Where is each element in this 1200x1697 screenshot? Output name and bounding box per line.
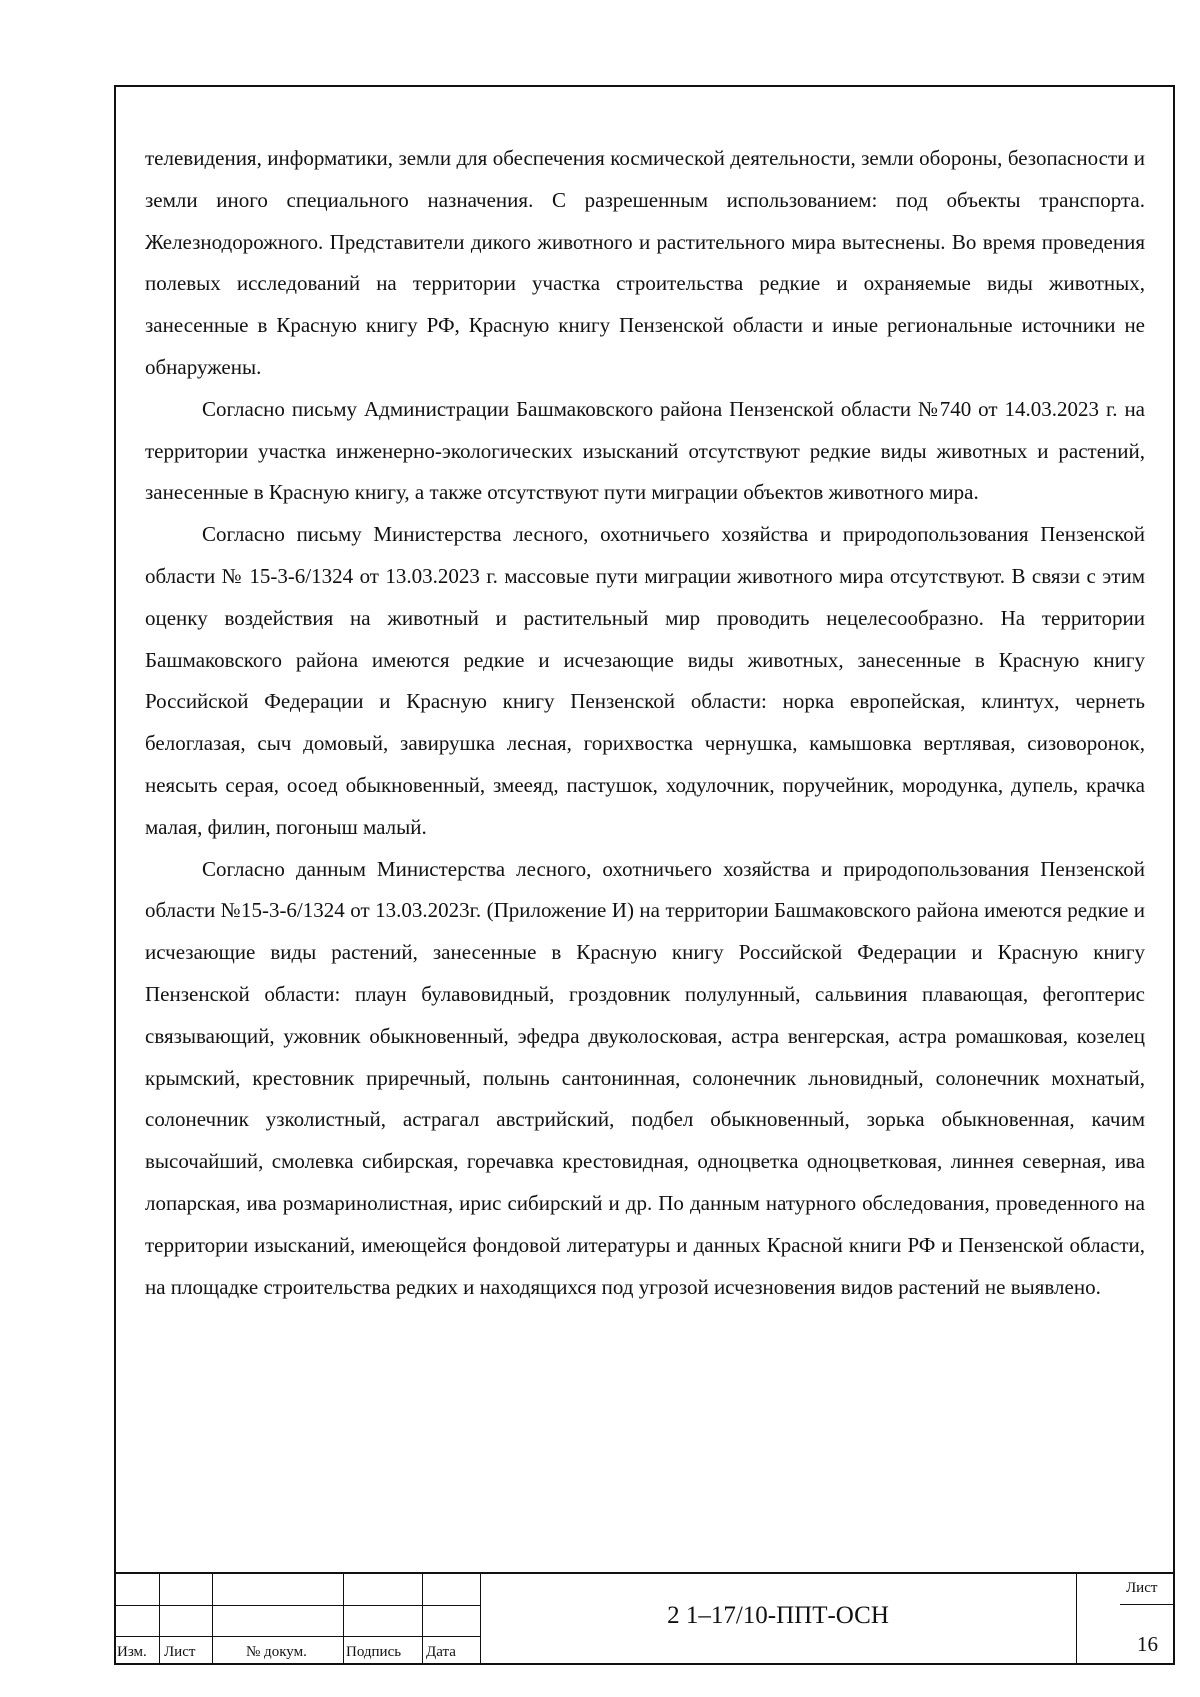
paragraph-3: Согласно письму Министерства лесного, охотничьего хозяйства и природопользования Пензенской области № 15-3-6/1324 от 13.03.2023 г. массовые пути миграции животного мира отсутствуют. В связи с этим оценку воздействия на животный и растительный мир проводить нецелесообразно. На территории Башмаковского района имеются редкие и исчезающие виды животных, занесенные в Красную книгу Российской Федерации и Красную книгу Пензенской области: норка европейская, клинтух, чернеть белоглазая, сыч домовый, завирушка лесная, горихвостка чернушка, камышовка вертлявая, сизоворонок, неясыть серая, осоед обыкновенный, змееяд, пастушок, ходулочник, поручейник, мородунка, дупель, крачка малая, филин, погоныш малый. (145, 522, 1145, 839)
label-date: Дата (426, 1644, 456, 1660)
label-list: Лист (164, 1644, 196, 1660)
sheet-number: 16 (1137, 1632, 1158, 1656)
label-signature: Подпись (346, 1644, 402, 1660)
sheet-box-divider (1120, 1604, 1175, 1605)
tb-row-line-1 (114, 1605, 480, 1606)
label-izm: Изм. (117, 1644, 147, 1660)
label-doc-number: № докум. (246, 1644, 307, 1660)
paragraph-1: телевидения, информатики, земли для обеспечения космической деятельности, земли обороны, безопасности и земли иного специального назначения. С разрешенным использованием: под объекты транспорта. Железнодорожного. Представители дикого животного и растительного мира вытеснены. Во время проведения полевых исследований на территории участка строительства редкие и охраняемые виды животных, занесенные в Красную книгу РФ, Красную книгу Пензенской области и иные региональные источники не обнаружены. (145, 146, 1145, 379)
tb-row-line-2 (114, 1636, 480, 1637)
paragraph-4: Согласно данным Министерства лесного, охотничьего хозяйства и природопользования Пензенской области №15-3-6/1324 от 13.03.2023г. (Приложение И) на территории Башмаковского района имеются редкие и исчезающие виды растений, занесенные в Красную книгу Российской Федерации и Красную книгу Пензенской области: плаун булавовидный, гроздовник полулунный, сальвиния плавающая, фегоптерис связывающий, ужовник обыкновенный, эфедра двуколосковая, астра венгерская, астра ромашковая, козелец крымский, крестовник приречный, полынь сантонинная, солонечник льновидный, солонечник мохнатый, солонечник узколистный, астрагал австрийский, подбел обыкновенный, зорька обыкновенная, качим высочайший, смолевка сибирская, горечавка крестовидная, одноцветка одноцветковая, линнея северная, ива лопарская, ива розмаринолистная, ирис сибирский и др. По данным натурного обследования, проведенного на территории изысканий, имеющейся фондовой литературы и данных Красной книги РФ и Пензенской области, на площадке строительства редких и находящихся под угрозой исчезновения видов растений не выявлено. (145, 856, 1145, 1299)
document-code: 2 1–17/10-ППТ-ОСН (667, 1602, 889, 1629)
title-block (114, 1572, 1175, 1665)
document-body (145, 138, 1145, 1308)
paragraph-2: Согласно письму Администрации Башмаковского района Пензенской области №740 от 14.03.2023 г. на территории участка инженерно-экологических изысканий отсутствуют редкие виды животных и растений, занесенные в Красную книгу, а также отсутствуют пути миграции объектов животного мира. (145, 396, 1145, 505)
sheet-label: Лист (1126, 1580, 1158, 1596)
